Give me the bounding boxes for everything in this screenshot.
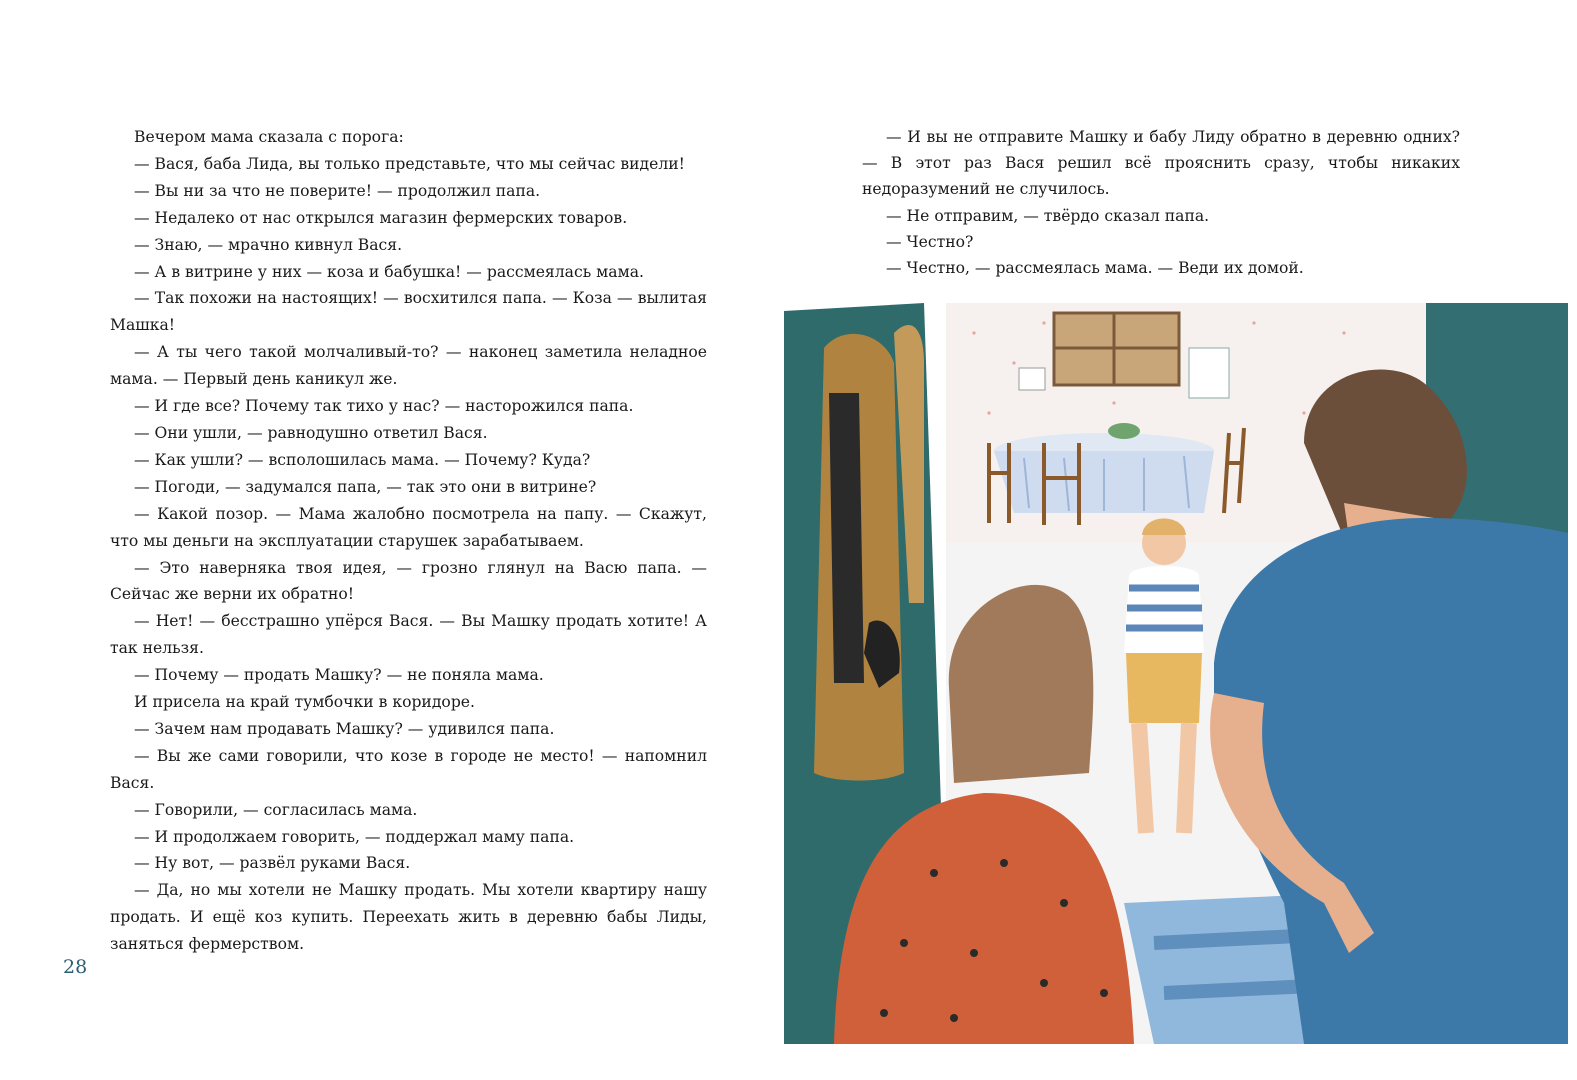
paragraph: — Недалеко от нас открылся магазин фермерских товаров.	[134, 208, 628, 227]
paragraph: — Знаю, — мрачно кивнул Вася.	[134, 235, 403, 254]
paragraph: — Вася, баба Лида, вы только представьте, что мы сейчас видели!	[134, 154, 685, 173]
paragraph: — Ну вот, — развёл руками Вася.	[134, 854, 411, 873]
paragraph: — Так похожи на настоящих! — восхитился папа. — Коза — вылитая Машка!	[110, 289, 707, 335]
umbrella	[829, 393, 864, 683]
paragraph: — Как ушли? — всполошилась мама. — Почему? Куда?	[134, 450, 591, 469]
paragraph: — Какой позор. — Мама жалобно посмотрела на папу. — Скажут, что мы деньги на эксплуатации старушек зарабатываем.	[110, 504, 707, 550]
paragraph: — А ты чего такой молчаливый-то? — наконец заметила неладное мама. — Первый день каникул же.	[110, 343, 707, 389]
paragraph: И присела на край тумбочки в коридоре.	[134, 693, 475, 712]
paragraph: — Погоди, — задумался папа, — так это они в витрине?	[134, 477, 597, 496]
calendar	[1189, 348, 1229, 398]
paragraph: — Вы же сами говорили, что козе в городе не место! — напомнил Вася.	[110, 746, 707, 792]
paragraph: — Нет! — бесстрашно упёрся Вася. — Вы Машку продать хотите! А так нельзя.	[110, 612, 707, 658]
paragraph: — Да, но мы хотели не Машку продать. Мы хотели квартиру нашу продать. И ещё коз купить. Переехать жить в деревню бабы Лиды, заняться фермерством.	[110, 881, 707, 954]
paragraph: — И вы не отправите Машку и бабу Лиду обратно в деревню одних? — В этот раз Вася решил всё прояснить сразу, чтобы никаких недоразумений не случилось.	[862, 128, 1460, 199]
right-page-text	[862, 124, 1460, 281]
paragraph: — Зачем нам продавать Машку? — удивился папа.	[134, 719, 555, 738]
paragraph: — И продолжаем говорить, — поддержал маму папа.	[134, 827, 575, 846]
paragraph: — Они ушли, — равнодушно ответил Вася.	[134, 423, 488, 442]
paragraph: — Говорили, — согласилась мама.	[134, 800, 418, 819]
paragraph: — Честно?	[886, 232, 974, 251]
paragraph: — Это наверняка твоя идея, — грозно глянул на Васю папа. — Сейчас же верни их обратно!	[110, 558, 707, 604]
paragraph: — И где все? Почему так тихо у нас? — насторожился папа.	[134, 397, 634, 416]
paragraph: — Не отправим, — твёрдо сказал папа.	[886, 206, 1210, 225]
paragraph: — Вы ни за что не поверите! — продолжил папа.	[134, 181, 541, 200]
left-page-text	[110, 124, 707, 958]
page-number: 28	[63, 956, 88, 978]
illustration-svg	[784, 303, 1568, 1044]
picture-frame	[1019, 368, 1045, 390]
wall-shelf	[1054, 313, 1179, 385]
paragraph: Вечером мама сказала с порога:	[134, 128, 404, 146]
paragraph: — А в витрине у них — коза и бабушка! — рассмеялась мама.	[134, 262, 644, 281]
paragraph: — Честно, — рассмеялась мама. — Веди их домой.	[886, 259, 1304, 278]
paragraph: — Почему — продать Машку? — не поняла мама.	[134, 666, 544, 685]
hallway-illustration	[784, 303, 1568, 1044]
